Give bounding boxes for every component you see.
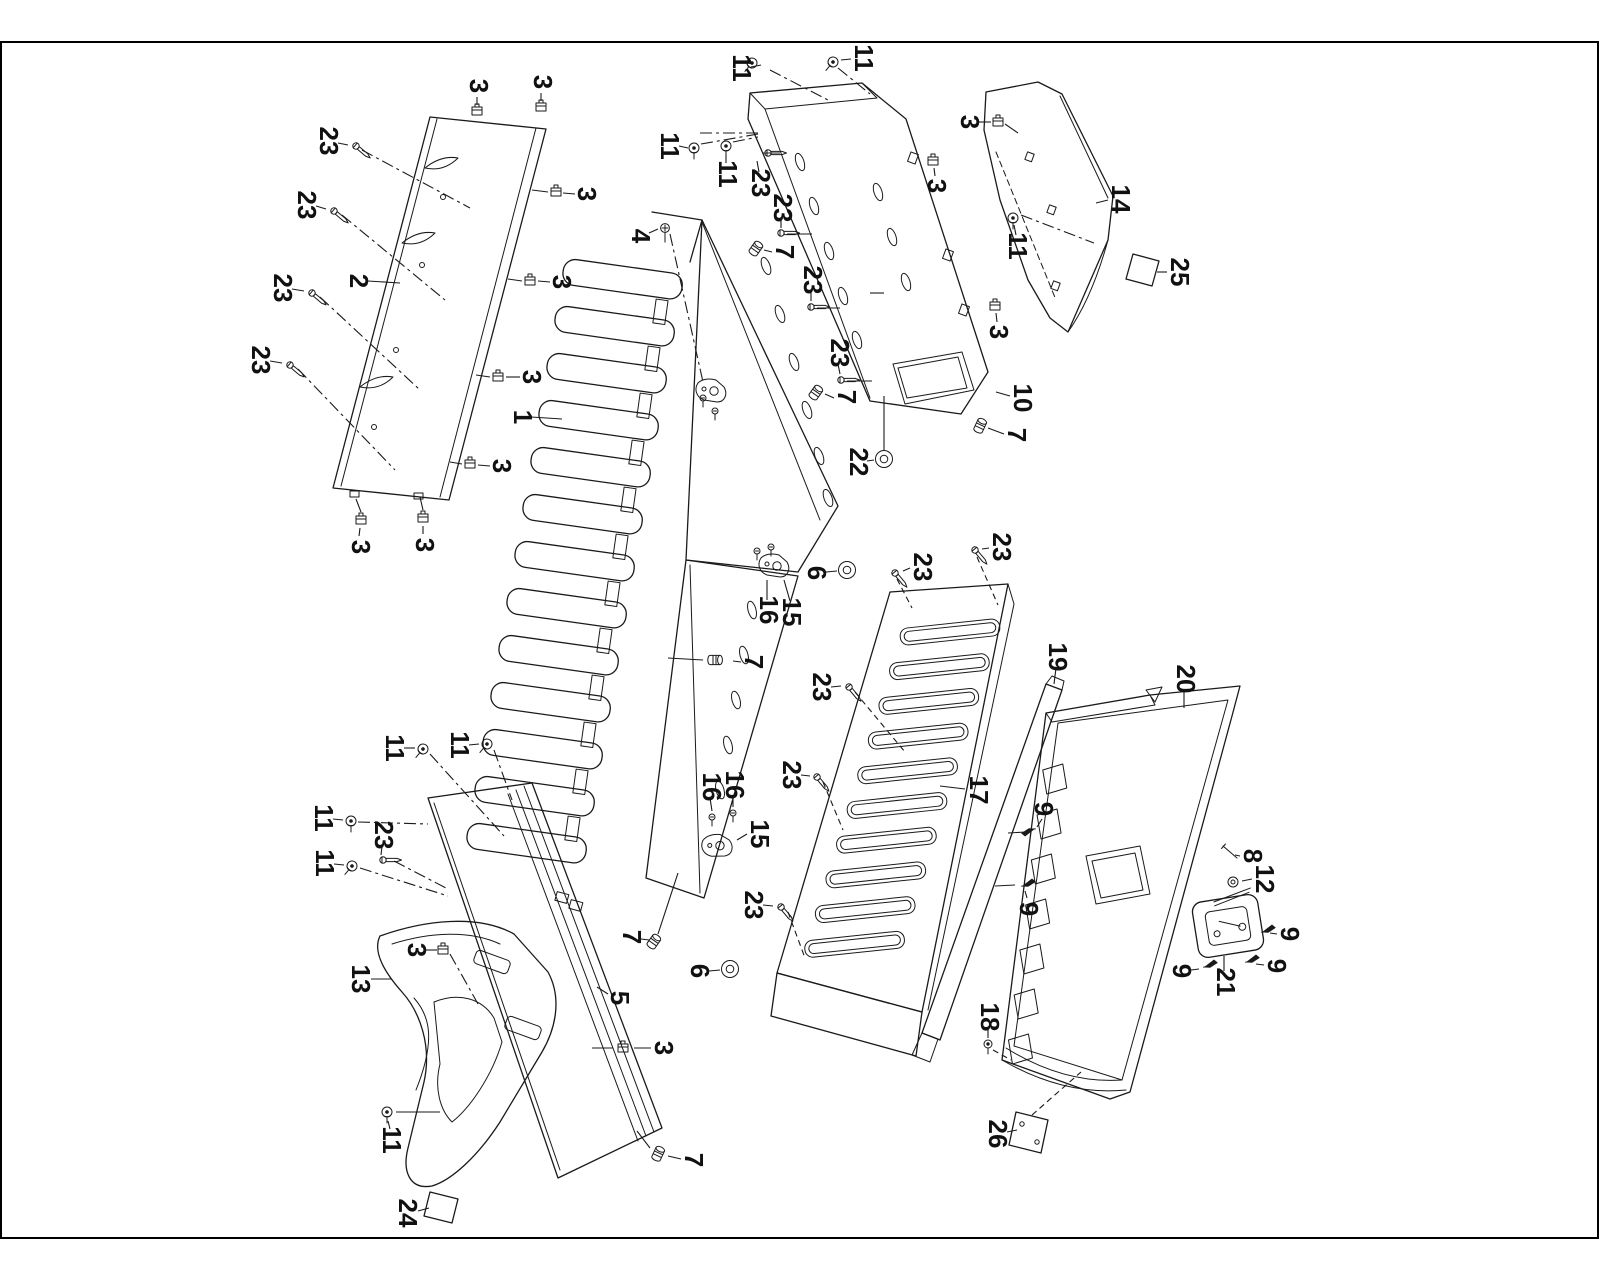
clip-icon	[472, 104, 482, 115]
part-1-slat	[521, 493, 643, 535]
washer-icon	[876, 451, 893, 468]
screw16-icon	[712, 408, 718, 420]
callout-16: 16	[720, 770, 751, 800]
callout-3: 3	[487, 458, 518, 474]
callout-24: 24	[393, 1198, 424, 1228]
screw9-icon	[1246, 953, 1259, 967]
callout-25: 25	[1165, 257, 1196, 287]
callout-3: 3	[410, 537, 441, 553]
callout-8: 8	[1238, 848, 1269, 864]
leader-line	[394, 861, 446, 888]
leader-line	[733, 137, 758, 142]
leader-line	[668, 1156, 681, 1159]
part-17-slot	[825, 861, 926, 888]
callout-11: 11	[849, 44, 880, 72]
clip-icon	[928, 154, 938, 165]
screw23-icon	[776, 902, 795, 923]
callout-11: 11	[309, 804, 340, 832]
part-1-slat	[553, 305, 675, 347]
callout-22: 22	[844, 447, 875, 477]
leader-line	[977, 557, 998, 605]
part-20-rib	[1008, 1034, 1032, 1064]
leader-line	[940, 786, 965, 789]
callout-11: 11	[445, 731, 476, 759]
callout-11: 11	[727, 54, 758, 82]
leader-line	[360, 868, 448, 896]
bolt7-icon	[651, 1145, 666, 1162]
callout-14: 14	[1106, 184, 1137, 214]
callout-labels	[246, 44, 1305, 1228]
part-20-rib	[1020, 944, 1044, 974]
part-17-slot	[815, 896, 916, 923]
bolt11-icon	[412, 742, 430, 761]
callout-7: 7	[1002, 427, 1033, 443]
callout-11: 11	[380, 734, 411, 762]
callout-21: 21	[1211, 967, 1242, 997]
callout-23: 23	[314, 126, 345, 156]
bolt7-icon	[708, 655, 723, 664]
leader-line	[1032, 1072, 1081, 1115]
callout-15: 15	[777, 597, 808, 627]
callout-23: 23	[746, 168, 777, 198]
screw23-icon	[285, 360, 306, 379]
part-1-slat	[513, 540, 635, 582]
callout-7: 7	[832, 389, 863, 405]
callout-20: 20	[1171, 664, 1202, 694]
part-17-slot	[857, 757, 958, 784]
bolt11-icon	[689, 143, 699, 159]
callout-6: 6	[802, 565, 833, 581]
callout-11: 11	[1003, 232, 1034, 260]
part-1-slat	[561, 258, 683, 300]
bolt11-icon	[382, 1107, 392, 1123]
callout-16: 16	[754, 595, 785, 625]
part-20-rib	[1014, 989, 1038, 1019]
callout-3: 3	[547, 274, 578, 290]
callout-3: 3	[984, 324, 1015, 340]
leader-line	[788, 912, 805, 958]
clip-icon	[993, 115, 1003, 126]
screw9-icon	[1022, 824, 1035, 838]
callout-11: 11	[655, 132, 686, 160]
clip-icon	[493, 370, 503, 381]
screw23-icon	[838, 377, 860, 383]
part-17-slot-inner	[872, 726, 965, 746]
callout-26: 26	[983, 1119, 1014, 1149]
callout-23: 23	[768, 193, 799, 223]
callout-6: 6	[685, 963, 716, 979]
part-20-rib	[1043, 764, 1067, 794]
part-1-slat	[481, 728, 603, 770]
screw4-icon	[655, 222, 675, 242]
part-17-slot-inner	[851, 796, 944, 816]
callout-23: 23	[807, 672, 838, 702]
callout-3: 3	[517, 369, 548, 385]
callout-9: 9	[1167, 963, 1198, 979]
callout-23: 23	[987, 532, 1018, 562]
leader-line	[532, 190, 548, 192]
callout-4: 4	[626, 228, 657, 244]
callout-1: 1	[508, 409, 539, 425]
leader-line	[838, 68, 870, 94]
bolt11-icon	[346, 816, 356, 832]
leader-line	[996, 313, 997, 322]
leader-line	[1025, 891, 1027, 898]
part-20-rib	[1031, 854, 1055, 884]
part-17-slot-inner	[883, 692, 976, 712]
callout-7: 7	[770, 244, 801, 260]
leader-line	[1005, 124, 1018, 133]
callout-3: 3	[649, 1040, 680, 1056]
part-17-slot-inner	[830, 865, 923, 885]
leader-line	[996, 392, 1010, 396]
callout-23: 23	[908, 552, 939, 582]
callout-3: 3	[572, 186, 603, 202]
screw23-icon	[812, 772, 831, 793]
bolt11-icon	[822, 55, 840, 74]
part-17-slot-inner	[861, 761, 954, 781]
part-17-slot	[889, 653, 990, 680]
part-17-slot-inner	[904, 622, 997, 642]
callout-23: 23	[798, 265, 829, 295]
leader-line	[450, 462, 462, 464]
part-17-slot	[804, 931, 905, 958]
part-1-slat	[497, 634, 619, 676]
callout-11: 11	[713, 160, 744, 188]
callout-7: 7	[739, 654, 770, 670]
part-17-slot-inner	[893, 657, 986, 677]
bracket15-icon	[696, 379, 726, 402]
leader-line	[897, 579, 912, 608]
callout-23: 23	[777, 760, 808, 790]
callout-9: 9	[1275, 926, 1306, 942]
part-24-outline	[424, 1192, 458, 1223]
part-26-outline	[1009, 1112, 1048, 1153]
part-5-outline	[428, 783, 662, 1178]
clip-icon	[356, 513, 366, 524]
screw23-icon	[380, 857, 402, 863]
leader-line	[356, 499, 361, 512]
callout-3: 3	[955, 114, 986, 130]
clip-icon	[465, 457, 475, 468]
callout-7: 7	[617, 929, 648, 945]
part-17-slot	[868, 722, 969, 749]
screw16-icon	[730, 810, 736, 822]
screw16-icon	[709, 814, 715, 826]
bolt18-icon	[984, 1040, 992, 1054]
callout-15: 15	[745, 819, 776, 849]
clip-icon	[438, 943, 448, 954]
part-20-outline	[1002, 686, 1240, 1099]
clip-icon	[525, 274, 535, 285]
bolt7-icon	[973, 417, 988, 434]
callout-12: 12	[1250, 864, 1281, 894]
bolt11-icon	[476, 737, 494, 756]
callout-23: 23	[246, 345, 277, 375]
leader-line	[988, 428, 1004, 434]
callout-18: 18	[975, 1002, 1006, 1032]
screw23-icon	[890, 568, 909, 589]
part-17-slot	[836, 827, 937, 854]
callout-10: 10	[1008, 383, 1039, 413]
callout-19: 19	[1043, 642, 1074, 672]
callout-5: 5	[605, 990, 636, 1006]
part-1-slat	[473, 775, 595, 817]
leader-line	[508, 279, 522, 281]
screw23-icon	[808, 304, 830, 310]
callout-17: 17	[964, 775, 995, 805]
clip-icon	[990, 299, 1000, 310]
part-1-slat	[489, 681, 611, 723]
washer12-icon	[1228, 877, 1238, 887]
callout-3: 3	[922, 178, 953, 194]
part-1-slat	[529, 446, 651, 488]
leader-line	[658, 873, 678, 934]
callout-2: 2	[344, 273, 375, 289]
part-17-slot-inner	[819, 900, 912, 920]
sheet-border	[1, 42, 1598, 1238]
clip-icon	[418, 511, 428, 522]
callout-23: 23	[292, 190, 323, 220]
callout-11: 11	[377, 1126, 408, 1154]
callout-9: 9	[1029, 801, 1060, 817]
callout-3: 3	[346, 539, 377, 555]
callout-9: 9	[1262, 958, 1293, 974]
part-1-slat	[537, 399, 659, 441]
callout-11: 11	[310, 849, 341, 877]
callout-7: 7	[679, 1152, 710, 1168]
screw23-icon	[307, 288, 328, 307]
callout-3: 3	[528, 74, 559, 90]
part-17-slot-inner	[840, 830, 933, 850]
leader-line	[298, 369, 395, 470]
part-1-slat	[545, 352, 667, 394]
part-1-slat	[505, 587, 627, 629]
part-21-outline	[1190, 887, 1265, 959]
leader-line	[359, 528, 360, 536]
screw16-icon	[754, 548, 760, 560]
screw9-icon	[1262, 923, 1275, 937]
callout-3: 3	[464, 78, 495, 94]
bolt7-icon	[808, 384, 824, 401]
callout-13: 13	[346, 964, 377, 994]
screw23-icon	[351, 141, 372, 160]
part-17-outline	[771, 584, 1014, 1056]
part-17-slot-inner	[808, 935, 901, 955]
part-25-outline	[1126, 254, 1159, 286]
part-17-slot	[878, 688, 979, 715]
callout-9: 9	[1014, 901, 1045, 917]
washer-icon	[722, 961, 739, 978]
leader-line	[934, 168, 935, 176]
callout-16: 16	[697, 772, 728, 802]
leader-line	[476, 375, 490, 377]
callout-23: 23	[739, 890, 770, 920]
clip-icon	[536, 100, 546, 111]
bolt11-icon	[341, 859, 359, 878]
part-17-slot	[899, 618, 1000, 645]
pin8-icon	[1222, 844, 1238, 858]
part-2-outline	[333, 117, 546, 500]
callout-23: 23	[369, 820, 400, 850]
clip-icon	[551, 185, 561, 196]
callout-3: 3	[402, 942, 433, 958]
bolt11-icon	[721, 141, 731, 157]
screw23-icon	[329, 206, 350, 225]
leader-lines	[270, 59, 1277, 1211]
leader-line	[995, 885, 1015, 886]
leader-line	[770, 70, 828, 100]
callout-23: 23	[268, 273, 299, 303]
screw16-icon	[700, 395, 706, 407]
bolt7-icon	[646, 933, 662, 950]
washer-icon	[839, 562, 856, 579]
part-17-slot	[846, 792, 947, 819]
callout-23: 23	[825, 338, 856, 368]
bolt7-icon	[748, 240, 764, 257]
